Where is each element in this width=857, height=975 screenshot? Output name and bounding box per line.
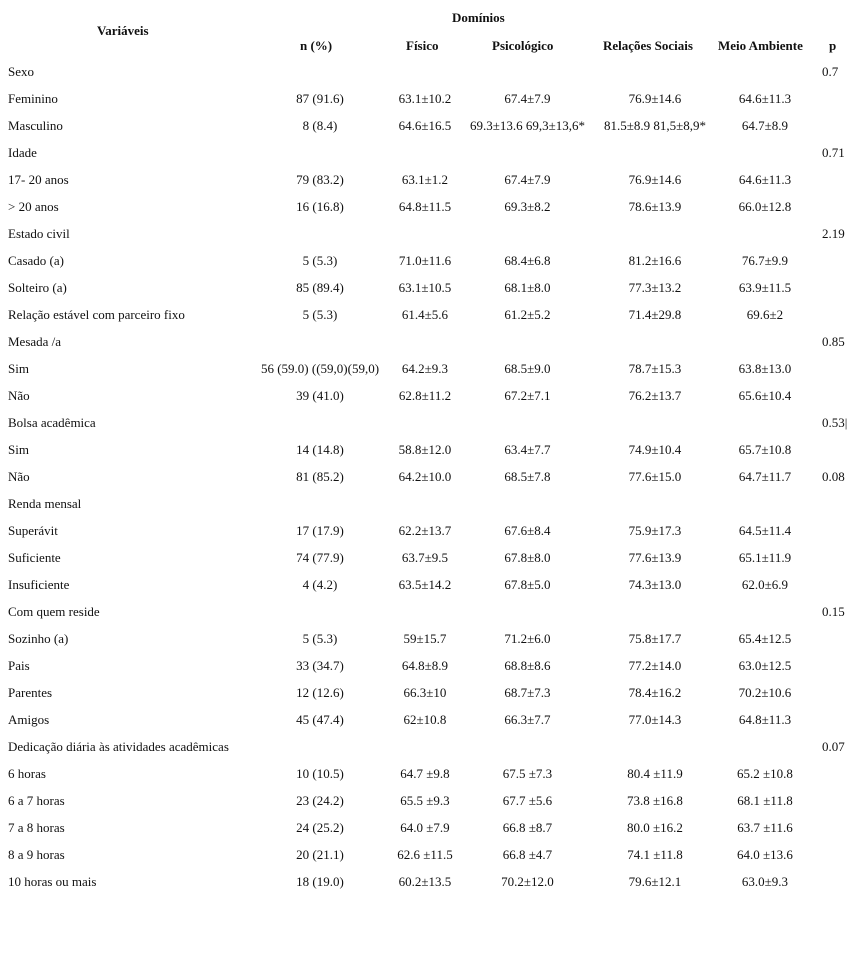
table-row <box>0 171 857 191</box>
psicologico-cell: 70.2±12.0 <box>501 874 554 889</box>
fisico-cell: 61.4±5.6 <box>401 307 449 322</box>
row-label: 17- 20 anos <box>8 172 69 187</box>
meio-ambiente-cell: 64.0 ±13.6 <box>737 847 793 862</box>
psicologico-cell: 71.2±6.0 <box>504 631 551 646</box>
n-cell: 81 (85.2) <box>296 469 344 484</box>
psicologico-cell: 68.4±6.8 <box>504 253 551 268</box>
n-cell: 23 (24.2) <box>296 793 344 808</box>
meio-ambiente-cell: 65.1±11.9 <box>738 550 792 565</box>
n-cell: 33 (34.7) <box>296 658 344 673</box>
table-row <box>0 576 857 596</box>
psicologico-cell: 69.3±13.6 69,3±13,6* <box>469 118 586 133</box>
n-cell: 5 (5.3) <box>302 631 338 646</box>
header-fisico: Físico <box>406 38 439 53</box>
fisico-cell: 59±15.7 <box>403 631 447 646</box>
meio-ambiente-cell: 64.6±11.3 <box>738 91 792 106</box>
n-cell: 5 (5.3) <box>302 253 338 268</box>
row-label: Superávit <box>8 523 58 538</box>
psicologico-cell: 69.3±8.2 <box>504 199 551 214</box>
meio-ambiente-cell: 76.7±9.9 <box>741 253 789 268</box>
fisico-cell: 64.2±9.3 <box>401 361 449 376</box>
psicologico-cell: 67.2±7.1 <box>504 388 551 403</box>
fisico-cell: 63.1±1.2 <box>401 172 449 187</box>
table-row <box>0 738 857 758</box>
table-row <box>0 792 857 812</box>
n-cell: 85 (89.4) <box>296 280 344 295</box>
table-row <box>0 603 857 623</box>
meio-ambiente-cell: 64.7±8.9 <box>741 118 789 133</box>
row-label: 7 a 8 horas <box>8 820 65 835</box>
row-label: Idade <box>8 145 37 160</box>
meio-ambiente-cell: 64.8±11.3 <box>738 712 792 727</box>
n-cell: 4 (4.2) <box>302 577 338 592</box>
fisico-cell: 63.1±10.5 <box>398 280 452 295</box>
table-row <box>0 387 857 407</box>
fisico-cell: 64.0 ±7.9 <box>400 820 450 835</box>
meio-ambiente-cell: 64.6±11.3 <box>738 172 792 187</box>
relacoes-cell: 71.4±29.8 <box>628 307 682 322</box>
p-value-cell: 0.85 <box>822 334 845 349</box>
psicologico-cell: 67.6±8.4 <box>504 523 551 538</box>
row-label: Suficiente <box>8 550 61 565</box>
p-value-cell: 0.08 <box>822 469 845 484</box>
relacoes-cell: 77.6±15.0 <box>628 469 682 484</box>
row-label: Insuficiente <box>8 577 70 592</box>
relacoes-cell: 77.6±13.9 <box>628 550 682 565</box>
row-label: Relação estável com parceiro fixo <box>8 307 185 322</box>
psicologico-cell: 66.3±7.7 <box>504 712 551 727</box>
relacoes-cell: 74.3±13.0 <box>628 577 682 592</box>
n-cell: 8 (8.4) <box>302 118 338 133</box>
table-row <box>0 441 857 461</box>
meio-ambiente-cell: 65.2 ±10.8 <box>737 766 793 781</box>
table-row <box>0 63 857 83</box>
row-label: Estado civil <box>8 226 70 241</box>
n-cell: 24 (25.2) <box>296 820 344 835</box>
relacoes-cell: 78.6±13.9 <box>628 199 682 214</box>
fisico-cell: 64.6±16.5 <box>398 118 452 133</box>
relacoes-cell: 77.2±14.0 <box>628 658 682 673</box>
psicologico-cell: 68.8±8.6 <box>504 658 551 673</box>
psicologico-cell: 67.8±5.0 <box>504 577 551 592</box>
table-row <box>0 90 857 110</box>
psicologico-cell: 66.8 ±8.7 <box>502 820 553 835</box>
n-cell: 39 (41.0) <box>296 388 344 403</box>
psicologico-cell: 68.5±7.8 <box>504 469 551 484</box>
fisico-cell: 63.7±9.5 <box>401 550 449 565</box>
row-label: 10 horas ou mais <box>8 874 97 889</box>
fisico-cell: 62±10.8 <box>403 712 447 727</box>
fisico-cell: 64.8±8.9 <box>401 658 449 673</box>
row-label: Dedicação diária às atividades acadêmicas <box>8 739 229 754</box>
table-row <box>0 144 857 164</box>
row-label: Sexo <box>8 64 34 79</box>
header-dominios: Domínios <box>452 10 505 25</box>
psicologico-cell: 68.1±8.0 <box>504 280 551 295</box>
table-row <box>0 522 857 542</box>
table-row <box>0 630 857 650</box>
n-cell: 10 (10.5) <box>296 766 344 781</box>
row-label: 8 a 9 horas <box>8 847 65 862</box>
p-value-cell: 0.15 <box>822 604 845 619</box>
relacoes-cell: 74.1 ±11.8 <box>627 847 683 862</box>
relacoes-cell: 80.4 ±11.9 <box>627 766 683 781</box>
table-row <box>0 333 857 353</box>
fisico-cell: 62.6 ±11.5 <box>397 847 453 862</box>
relacoes-cell: 79.6±12.1 <box>628 874 682 889</box>
meio-ambiente-cell: 63.0±9.3 <box>741 874 789 889</box>
meio-ambiente-cell: 66.0±12.8 <box>738 199 792 214</box>
psicologico-cell: 68.7±7.3 <box>504 685 551 700</box>
table-row <box>0 711 857 731</box>
table-row <box>0 873 857 893</box>
table-row <box>0 765 857 785</box>
n-cell: 87 (91.6) <box>296 91 344 106</box>
table-row <box>0 495 857 515</box>
meio-ambiente-cell: 65.6±10.4 <box>738 388 792 403</box>
table-row <box>0 360 857 380</box>
header-n: n (%) <box>300 38 333 53</box>
row-label: Sozinho (a) <box>8 631 69 646</box>
row-label: Parentes <box>8 685 53 700</box>
psicologico-cell: 67.8±8.0 <box>504 550 551 565</box>
table-row <box>0 684 857 704</box>
row-label: Não <box>8 469 30 484</box>
p-value-cell: 0.07 <box>822 739 845 754</box>
row-label: Com quem reside <box>8 604 100 619</box>
n-cell: 14 (14.8) <box>296 442 344 457</box>
row-label: Não <box>8 388 30 403</box>
header-relacoes-sociais: Relações Sociais <box>603 38 693 53</box>
table-row <box>0 225 857 245</box>
psicologico-cell: 67.7 ±5.6 <box>502 793 553 808</box>
header-psicologico: Psicológico <box>492 38 554 53</box>
header-variaveis: Variáveis <box>97 23 149 38</box>
fisico-cell: 63.5±14.2 <box>398 577 452 592</box>
table-row <box>0 252 857 272</box>
n-cell: 12 (12.6) <box>296 685 344 700</box>
header-meio-ambiente: Meio Ambiente <box>718 38 803 53</box>
n-cell: 45 (47.4) <box>296 712 344 727</box>
row-label: Amigos <box>8 712 50 727</box>
relacoes-cell: 78.4±16.2 <box>628 685 682 700</box>
row-label: Feminino <box>8 91 58 106</box>
meio-ambiente-cell: 70.2±10.6 <box>738 685 792 700</box>
meio-ambiente-cell: 68.1 ±11.8 <box>737 793 793 808</box>
row-label: Sim <box>8 442 29 457</box>
fisico-cell: 64.7 ±9.8 <box>400 766 450 781</box>
table-row <box>0 819 857 839</box>
n-cell: 56 (59.0) ((59,0)(59,0) <box>260 361 380 376</box>
fisico-cell: 65.5 ±9.3 <box>400 793 450 808</box>
relacoes-cell: 77.3±13.2 <box>628 280 682 295</box>
fisico-cell: 71.0±11.6 <box>398 253 452 268</box>
meio-ambiente-cell: 64.7±11.7 <box>738 469 792 484</box>
row-label: 6 horas <box>8 766 46 781</box>
header-p: p <box>829 38 837 53</box>
row-label: Sim <box>8 361 29 376</box>
row-label: Mesada /a <box>8 334 62 349</box>
psicologico-cell: 68.5±9.0 <box>504 361 551 376</box>
fisico-cell: 62.2±13.7 <box>398 523 452 538</box>
meio-ambiente-cell: 63.8±13.0 <box>738 361 792 376</box>
meio-ambiente-cell: 63.0±12.5 <box>738 658 792 673</box>
relacoes-cell: 81.5±8.9 81,5±8,9* <box>603 118 707 133</box>
fisico-cell: 66.3±10 <box>403 685 447 700</box>
relacoes-cell: 76.9±14.6 <box>628 91 682 106</box>
row-label: Renda mensal <box>8 496 82 511</box>
n-cell: 17 (17.9) <box>296 523 344 538</box>
n-cell: 20 (21.1) <box>296 847 344 862</box>
meio-ambiente-cell: 63.7 ±11.6 <box>737 820 793 835</box>
meio-ambiente-cell: 63.9±11.5 <box>738 280 792 295</box>
psicologico-cell: 67.4±7.9 <box>504 172 551 187</box>
n-cell: 74 (77.9) <box>296 550 344 565</box>
p-value-cell: 0.53| <box>822 415 848 430</box>
fisico-cell: 63.1±10.2 <box>398 91 452 106</box>
n-cell: 16 (16.8) <box>296 199 344 214</box>
p-value-cell: 0.71 <box>822 145 845 160</box>
meio-ambiente-cell: 64.5±11.4 <box>738 523 792 538</box>
row-label: Casado (a) <box>8 253 64 268</box>
row-label: Masculino <box>8 118 63 133</box>
row-label: > 20 anos <box>8 199 59 214</box>
relacoes-cell: 78.7±15.3 <box>628 361 682 376</box>
row-label: 6 a 7 horas <box>8 793 65 808</box>
p-value-cell: 0.7 <box>822 64 839 79</box>
relacoes-cell: 75.8±17.7 <box>628 631 682 646</box>
fisico-cell: 60.2±13.5 <box>398 874 452 889</box>
psicologico-cell: 67.4±7.9 <box>504 91 551 106</box>
psicologico-cell: 67.5 ±7.3 <box>502 766 553 781</box>
table-row <box>0 117 857 137</box>
fisico-cell: 64.2±10.0 <box>398 469 452 484</box>
meio-ambiente-cell: 62.0±6.9 <box>741 577 789 592</box>
n-cell: 79 (83.2) <box>296 172 344 187</box>
table-row <box>0 306 857 326</box>
table-row <box>0 468 857 488</box>
n-cell: 5 (5.3) <box>302 307 338 322</box>
row-label: Bolsa acadêmica <box>8 415 96 430</box>
table-row <box>0 198 857 218</box>
table-row <box>0 279 857 299</box>
meio-ambiente-cell: 69.6±2 <box>746 307 784 322</box>
row-label: Pais <box>8 658 30 673</box>
relacoes-cell: 76.9±14.6 <box>628 172 682 187</box>
table-row <box>0 414 857 434</box>
relacoes-cell: 80.0 ±16.2 <box>627 820 683 835</box>
meio-ambiente-cell: 65.4±12.5 <box>738 631 792 646</box>
meio-ambiente-cell: 65.7±10.8 <box>738 442 792 457</box>
relacoes-cell: 73.8 ±16.8 <box>627 793 683 808</box>
psicologico-cell: 63.4±7.7 <box>504 442 551 457</box>
table-row <box>0 549 857 569</box>
relacoes-cell: 75.9±17.3 <box>628 523 682 538</box>
relacoes-cell: 77.0±14.3 <box>628 712 682 727</box>
table-row <box>0 846 857 866</box>
n-cell: 18 (19.0) <box>296 874 344 889</box>
fisico-cell: 58.8±12.0 <box>398 442 452 457</box>
fisico-cell: 64.8±11.5 <box>398 199 452 214</box>
p-value-cell: 2.19 <box>822 226 845 241</box>
relacoes-cell: 74.9±10.4 <box>628 442 682 457</box>
table-row <box>0 657 857 677</box>
psicologico-cell: 66.8 ±4.7 <box>502 847 553 862</box>
relacoes-cell: 81.2±16.6 <box>628 253 682 268</box>
relacoes-cell: 76.2±13.7 <box>628 388 682 403</box>
psicologico-cell: 61.2±5.2 <box>504 307 551 322</box>
fisico-cell: 62.8±11.2 <box>398 388 452 403</box>
row-label: Solteiro (a) <box>8 280 67 295</box>
